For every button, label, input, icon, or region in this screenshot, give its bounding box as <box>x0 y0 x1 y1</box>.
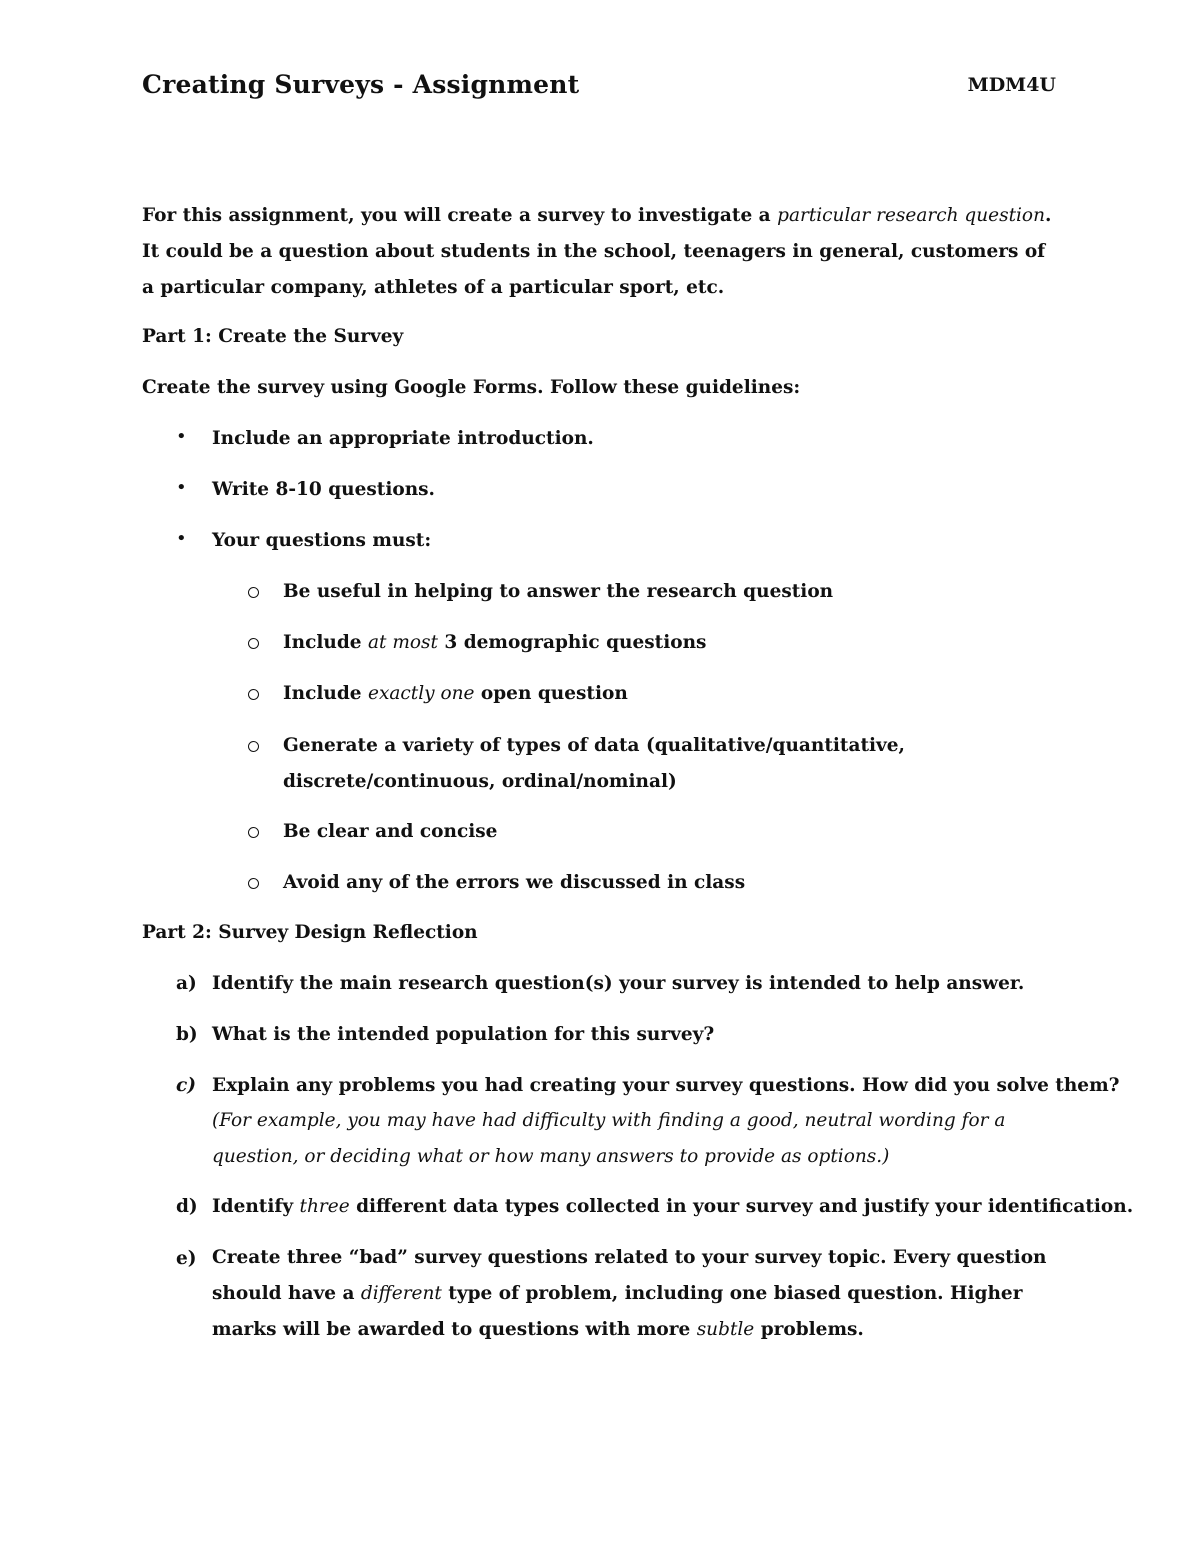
bullet-icon: • <box>176 477 187 498</box>
course-code: MDM4U <box>967 74 1056 96</box>
question-text <box>212 1196 1133 1217</box>
question-emphasis: three <box>299 1196 350 1217</box>
sub-item-text: Include <box>283 632 368 653</box>
circle-bullet-icon <box>248 689 259 700</box>
question-label: e) <box>176 1248 197 1269</box>
circle-bullet-icon <box>248 878 259 889</box>
question-text: Identify the main research question(s) your survey is intended to help answer. <box>212 973 1025 994</box>
document-title: Creating Surveys - Assignment <box>142 70 580 99</box>
question-text-part: Identify <box>212 1196 300 1217</box>
sub-item-text: Include <box>283 683 368 704</box>
question-text: What is the intended population for this survey? <box>212 1024 715 1045</box>
bullet-icon: • <box>176 528 187 549</box>
intro-paragraph <box>142 198 1062 306</box>
intro-emphasis: particular research question <box>777 205 1045 226</box>
sub-item: Be clear and concise <box>283 821 498 842</box>
sub-item: Be useful in helping to answer the research question <box>283 581 834 602</box>
sub-item-text: open question <box>474 683 628 704</box>
question-example: (For example, you may have had difficulty with finding a good, neutral wording for a question, or deciding what or how many answers to provide as options.) <box>212 1110 1006 1167</box>
question-label: c) <box>176 1075 197 1096</box>
part1-lead: Create the survey using Google Forms. Follow these guidelines: <box>142 377 801 398</box>
part2-heading: Part 2: Survey Design Reflection <box>142 922 478 943</box>
question-text-part: type of problem, including one biased question. Higher marks will be awarded to questions with more <box>212 1283 1023 1340</box>
sub-item-text: 3 demographic questions <box>437 632 707 653</box>
question-label: a) <box>176 973 197 994</box>
intro-text-1: For this assignment, you will create a survey to investigate a <box>142 205 778 226</box>
circle-bullet-icon <box>248 638 259 649</box>
part1-heading: Part 1: Create the Survey <box>142 326 404 347</box>
sub-item-emphasis: at most <box>368 632 438 653</box>
bullet-item: Your questions must: <box>212 530 432 551</box>
circle-bullet-icon <box>248 827 259 838</box>
question-emphasis: subtle <box>696 1319 755 1340</box>
question-text: Explain any problems you had creating your survey questions. How did you solve them? <box>212 1075 1120 1096</box>
question-text-part: Create three “bad” survey questions related to your survey topic. Every question should have a <box>212 1247 1047 1304</box>
sub-item-emphasis: exactly one <box>368 683 475 704</box>
circle-bullet-icon <box>248 741 259 752</box>
intro-text-2: . It could be a question about students in the school, teenagers in general, customers of a particular company, athletes of a particular sport, etc. <box>142 205 1052 298</box>
bullet-item: Write 8-10 questions. <box>212 479 436 500</box>
sub-item <box>283 676 628 712</box>
question-text <box>212 1240 1072 1348</box>
bullet-icon: • <box>176 426 187 447</box>
sub-item: Generate a variety of types of data (qualitative/quantitative, discrete/continuous, ordinal/nominal) <box>283 735 905 792</box>
question-emphasis: different <box>360 1283 442 1304</box>
question-text-part: different data types collected in your survey and justify your identification. <box>349 1196 1134 1217</box>
bullet-item: Include an appropriate introduction. <box>212 428 594 449</box>
question-label: d) <box>176 1196 198 1217</box>
question-label: b) <box>176 1024 198 1045</box>
circle-bullet-icon <box>248 587 259 598</box>
sub-item <box>283 625 706 661</box>
question-text-part: problems. <box>754 1319 864 1340</box>
sub-item: Avoid any of the errors we discussed in class <box>283 872 746 893</box>
